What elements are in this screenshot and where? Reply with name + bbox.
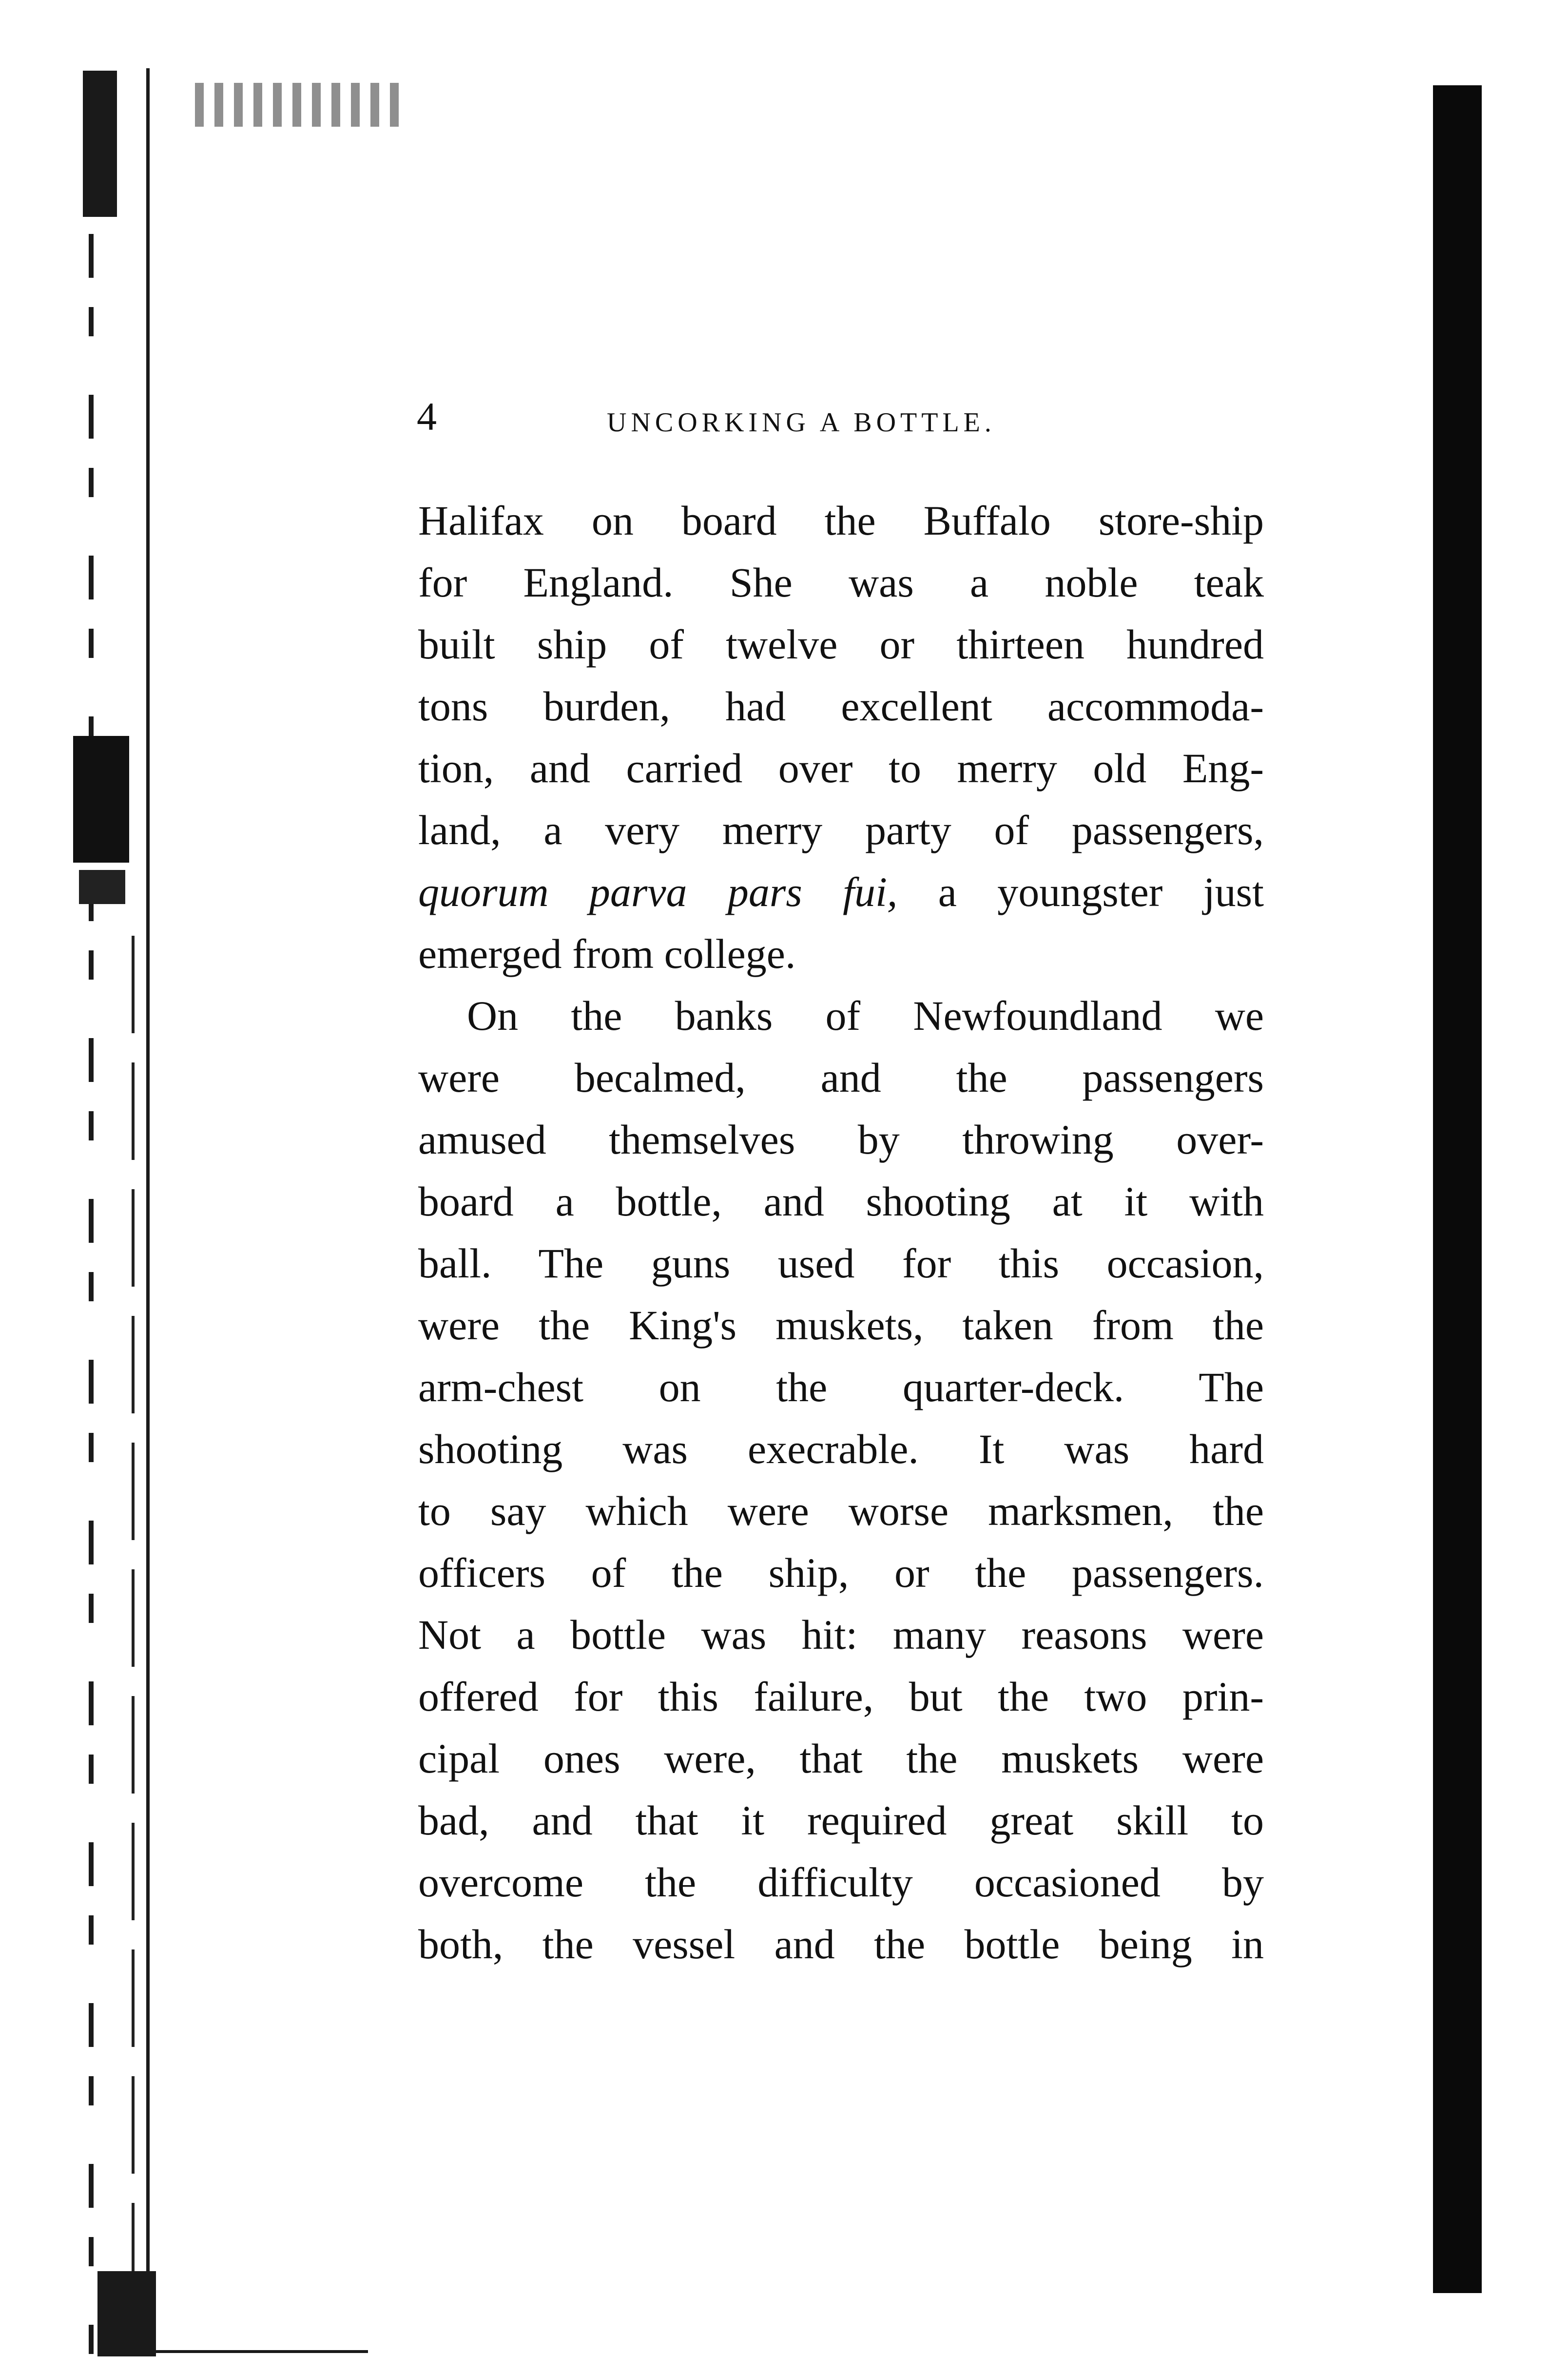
scan-smudge [79, 870, 125, 904]
text-line: bad, and that it required great skill to [418, 1797, 1264, 1844]
text-line: offered for this failure, but the two prin- [418, 1673, 1264, 1720]
paragraph [418, 490, 1264, 985]
latin-phrase: quorum parva pars fui, [418, 868, 898, 915]
gutter-shadow-bar [1433, 85, 1482, 2293]
text-line: ball. The guns used for this occasion, [418, 1240, 1264, 1287]
scan-smudge [83, 71, 117, 217]
text-line: both, the vessel and the bottle being in [418, 1921, 1264, 1968]
running-head [417, 390, 1267, 444]
binding-edge-shadow [132, 936, 135, 2349]
scan-smudge [195, 83, 400, 127]
text-line: board a bottle, and shooting at it with [418, 1178, 1264, 1225]
text-line: Not a bottle was hit: many reasons were [418, 1611, 1264, 1658]
binding-edge-shadow [89, 73, 94, 2354]
text-line: tons burden, had excellent accommoda- [418, 683, 1264, 730]
text-fragment: a youngster just [938, 868, 1264, 915]
text-line: Halifax on board the Buffalo store-ship [418, 497, 1264, 544]
text-line: amused themselves by throwing over- [418, 1116, 1264, 1163]
text-line: land, a very merry party of passengers, [418, 807, 1264, 853]
binding-edge-line [146, 68, 150, 2349]
running-title: UNCORKING A BOTTLE. [607, 407, 996, 438]
text-line: officers of the ship, or the passengers. [418, 1549, 1264, 1596]
text-line: to say which were worse marksmen, the [418, 1487, 1264, 1534]
page-number: 4 [417, 394, 437, 439]
body-text [418, 490, 1264, 1975]
text-line: were the King's muskets, taken from the [418, 1302, 1264, 1349]
text-line: for England. She was a noble teak [418, 559, 1264, 606]
text-line: On the banks of Newfoundland we [467, 992, 1264, 1039]
text-line: built ship of twelve or thirteen hundred [418, 621, 1264, 668]
text-line: were becalmed, and the passengers [418, 1054, 1264, 1101]
scan-smudge [97, 2271, 156, 2356]
paragraph [418, 985, 1264, 1975]
text-line [418, 861, 1264, 923]
text-line: tion, and carried over to merry old Eng- [418, 745, 1264, 791]
text-line: overcome the difficulty occasioned by [418, 1859, 1264, 1906]
text-line: emerged from college. [418, 930, 796, 977]
page-bottom-edge [146, 2350, 368, 2353]
scan-smudge [73, 736, 129, 863]
text-line: arm-chest on the quarter-deck. The [418, 1364, 1264, 1410]
text-line: cipal ones were, that the muskets were [418, 1735, 1264, 1782]
text-line: shooting was execrable. It was hard [418, 1426, 1264, 1472]
